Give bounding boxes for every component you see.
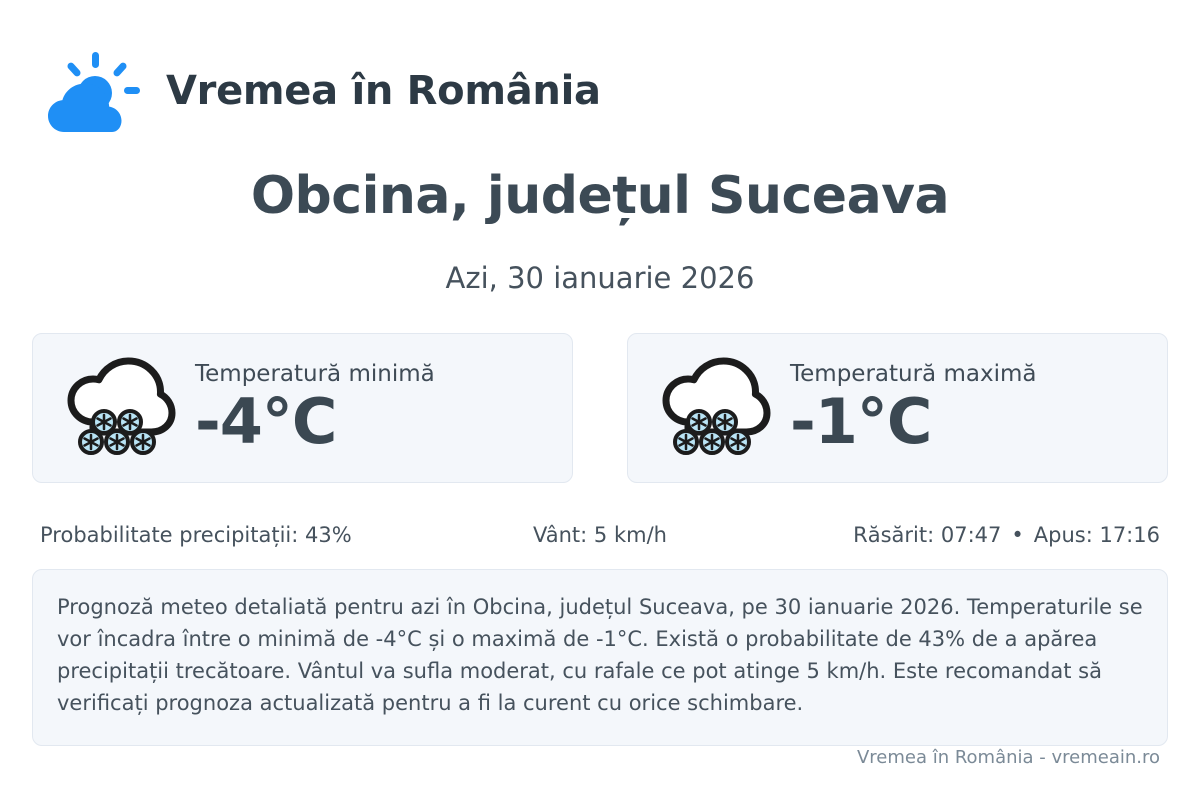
- forecast-description: Prognoză meteo detaliată pentru azi în Obcina, județul Suceava, pe 30 ianuarie 2026. Temperaturile se vor încadra între o minimă de -4°C și o maximă de -1°C. Există o probabilitate de 43% de a apărea precipitații trecătoare. Vântul va sufla moderat, cu rafale ce pot atinge 5 km/h. Este recomandat să verificați prognoza actualizată pentru a fi la curent cu orice schimbare.: [32, 569, 1168, 747]
- page-title: Obcina, județul Suceava: [250, 166, 950, 226]
- min-temperature-text: [195, 361, 435, 459]
- temperature-cards: [0, 333, 1200, 483]
- weather-meta-row: [0, 523, 1200, 547]
- min-temperature-card: [32, 333, 573, 483]
- sunrise-time: Răsărit: 07:47: [853, 522, 1002, 547]
- snow-cloud-icon: [55, 352, 185, 464]
- max-temperature-label: Temperatură maximă: [790, 361, 1037, 388]
- brand-title: Vremea în România: [166, 68, 601, 115]
- snow-cloud-icon: [650, 352, 780, 464]
- sunset-time: Apus: 17:16: [1033, 522, 1160, 547]
- sun-times: [790, 523, 1160, 547]
- max-temperature-text: [790, 361, 1037, 459]
- max-temperature-card: [627, 333, 1168, 483]
- page-date: Azi, 30 ianuarie 2026: [445, 260, 755, 295]
- wind-speed: Vânt: 5 km/h: [533, 522, 667, 547]
- sun-times-separator: •: [1011, 522, 1024, 547]
- max-temperature-value: -1°C: [790, 385, 932, 459]
- sun-cloud-icon: [40, 48, 144, 136]
- min-temperature-label: Temperatură minimă: [195, 361, 435, 388]
- footer-credit: Vremea în România - vremeain.ro: [856, 747, 1160, 768]
- precipitation-probability: Probabilitate precipitații: 43%: [40, 522, 352, 547]
- brand-header: [0, 0, 1200, 136]
- min-temperature-value: -4°C: [195, 385, 337, 459]
